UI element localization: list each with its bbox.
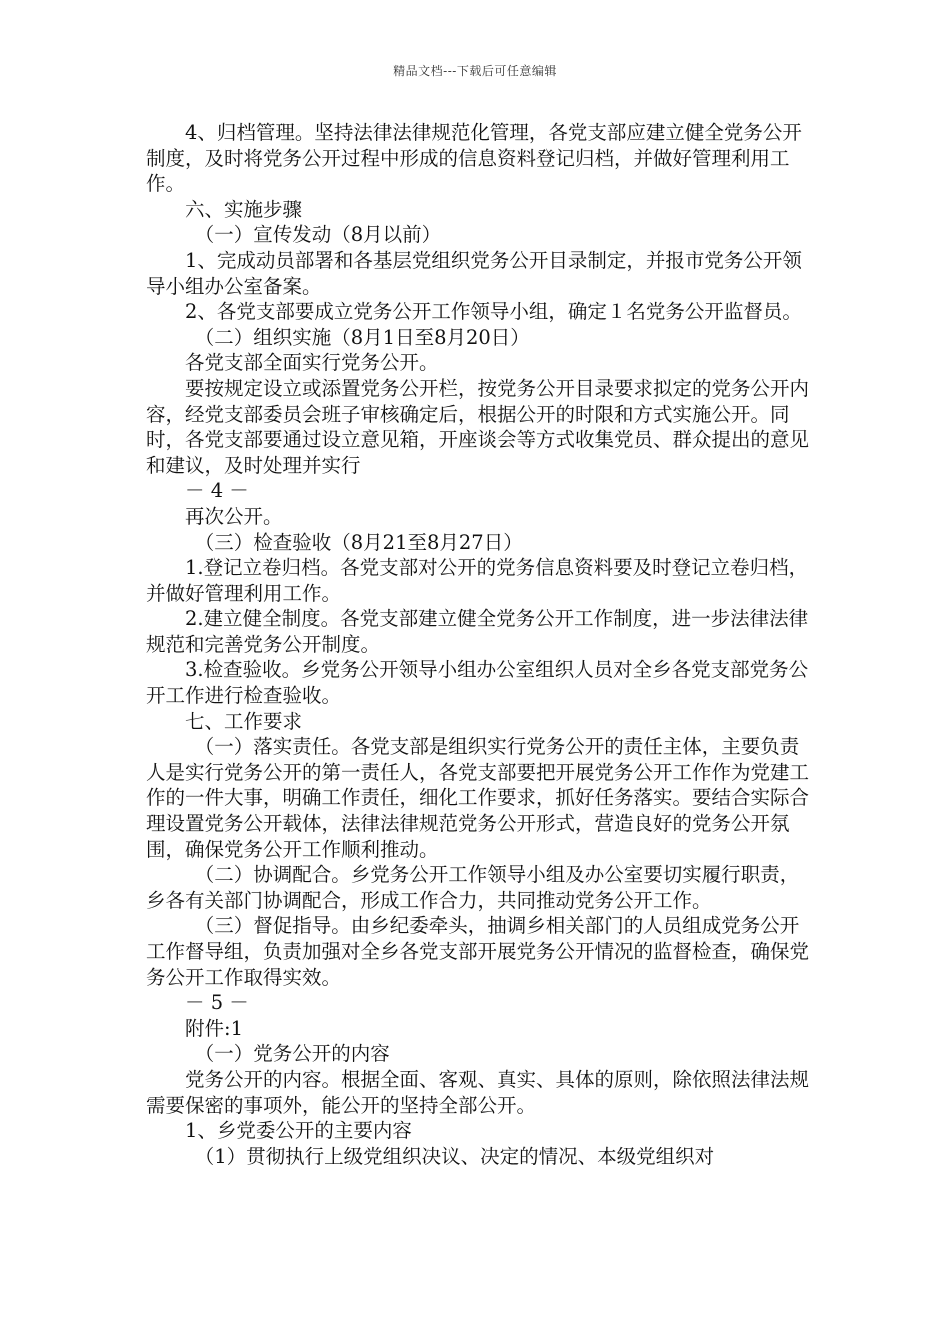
subsection-heading: （三）检查验收（8月21至8月27日） <box>194 530 523 554</box>
paragraph: （二）协调配合。乡党务公开工作领导小组及办公室要切实履行职责，乡各有关部门协调配合，形成工作合力，共同推动党务公开工作。 <box>146 863 800 912</box>
page-number: － 5 － <box>185 991 249 1015</box>
attachment-label: 附件:1 <box>185 1016 243 1040</box>
paragraph: 党务公开的内容。根据全面、客观、真实、具体的原则，除依照法律法规需要保密的事项外，能公开的坚持全部公开。 <box>146 1067 810 1117</box>
page-number: － 4 － <box>185 479 249 503</box>
paragraph: 3.检查验收。乡党务公开领导小组办公室组织人员对全乡各党支部党务公开工作进行检查验收。 <box>146 658 809 708</box>
subsection-heading: （一）党务公开的内容 <box>194 1042 390 1066</box>
paragraph: （1）贯彻执行上级党组织决议、决定的情况、本级党组织对 <box>194 1144 715 1168</box>
paragraph: 2.建立健全制度。各党支部建立健全党务公开工作制度，进一步法律法律规范和完善党务公开制度。 <box>146 607 809 656</box>
paragraph: 各党支部全面实行党务公开。 <box>185 351 439 375</box>
paragraph: 要按规定设立或添置党务公开栏，按党务公开目录要求拟定的党务公开内容，经党支部委员会班子审核确定后，根据公开的时限和方式实施公开。同时，各党支部要通过设立意见箱，开座谈会等方式收集党员、群众提出的意见和建议，及时处理并实行 <box>146 376 810 477</box>
section-heading: 七、工作要求 <box>185 709 303 733</box>
paragraph: （一）落实责任。各党支部是组织实行党务公开的责任主体，主要负责人是实行党务公开的第一责任人，各党支部要把开展党务公开工作作为党建工作的一件大事，明确工作责任，细化工作要求，抓好任务落实。要结合实际合理设置党务公开载体，法律法律规范党务公开形式，营造良好的党务公开氛围，确保党务公开工作顺利推动。 <box>146 735 810 861</box>
paragraph: 1、乡党委公开的主要内容 <box>185 1119 412 1143</box>
page-header: 精品文档---下载后可任意编辑 <box>393 64 557 78</box>
paragraph: 2、各党支部要成立党务公开工作领导小组，确定１名党务公开监督员。 <box>185 300 802 324</box>
paragraph: 4、归档管理。坚持法律法律规范化管理，各党支部应建立健全党务公开制度，及时将党务公开过程中形成的信息资料登记归档，并做好管理利用工作。 <box>146 121 802 196</box>
paragraph: 1、完成动员部署和各基层党组织党务公开目录制定，并报市党务公开领导小组办公室备案。 <box>146 248 802 298</box>
subsection-heading: （一）宣传发动（8月以前） <box>194 223 442 247</box>
subsection-heading: （二）组织实施（8月1日至8月20日） <box>194 325 530 349</box>
section-heading: 六、实施步骤 <box>185 197 303 221</box>
paragraph: （三）督促指导。由乡纪委牵头，抽调乡相关部门的人员组成党务公开工作督导组，负责加强对全乡各党支部开展党务公开情况的监督检查，确保党务公开工作取得实效。 <box>146 914 810 989</box>
document-body <box>146 120 814 1169</box>
paragraph: 1.登记立卷归档。各党支部对公开的党务信息资料要及时登记立卷归档，并做好管理利用工作。 <box>146 556 809 605</box>
paragraph: 再次公开。 <box>185 504 283 528</box>
